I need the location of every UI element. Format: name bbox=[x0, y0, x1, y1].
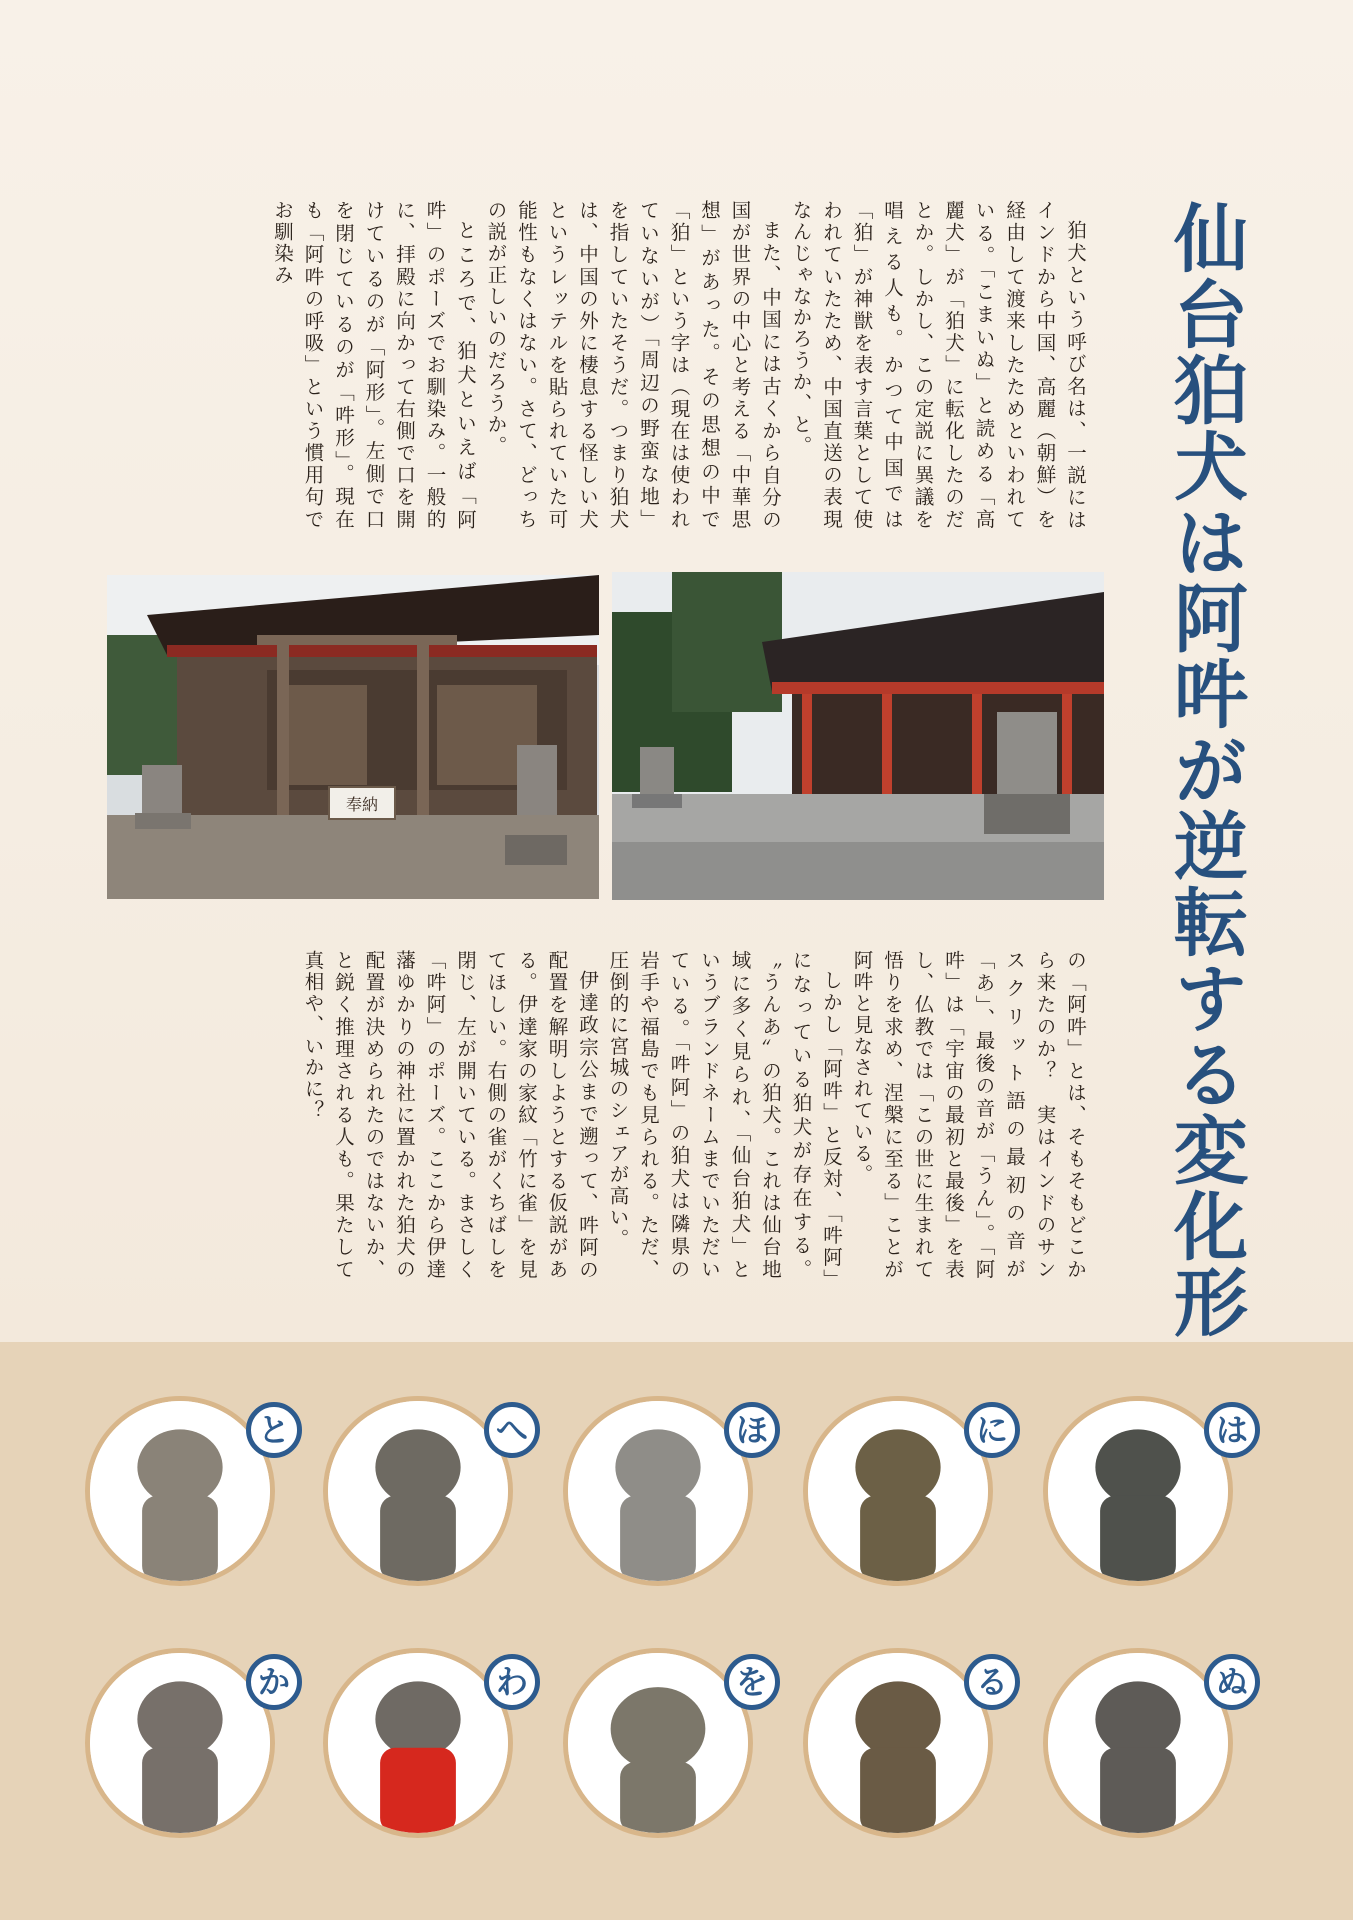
statue-label-ni: に bbox=[964, 1402, 1020, 1458]
article-body-top bbox=[140, 200, 1090, 530]
statue-label-wo: を bbox=[724, 1654, 780, 1710]
statue-label-ru: る bbox=[964, 1654, 1020, 1710]
statue-label-ka: か bbox=[246, 1654, 302, 1710]
statue-label-ha: は bbox=[1204, 1402, 1260, 1458]
paragraph: しかし「阿吽」と反対、「吽阿」になっている狛犬が存在する。〝うんあ〟の狛犬。これは仙台地域に多く見られ、「仙台狛犬」というブランドネームまでいただいている。「吽阿」の狛犬は隣県の岩手や福島でも見られる。ただ、圧倒的に宮城のシェアが高い。 bbox=[606, 950, 843, 1280]
statue-label-ho: ほ bbox=[724, 1402, 780, 1458]
paragraph: 伊達政宗公まで遡って、吽阿の配置を解明しようとする仮説がある。伊達家の家紋「竹に雀」を見てほしい。右側の雀がくちばしを閉じ、左が開いている。まさしく「吽阿」のポーズ。ここから伊達藩ゆかりの神社に置かれた狛犬の配置が決められたのではないか、と鋭く推理される人も。果たして真相や、いかに？ bbox=[301, 950, 599, 1280]
statue-label-wa: わ bbox=[484, 1654, 540, 1710]
statue-label-he: へ bbox=[484, 1402, 540, 1458]
statue-head bbox=[137, 1429, 222, 1505]
shrine-photo-wooden bbox=[107, 575, 599, 899]
offering-box-label: 奉納 bbox=[345, 795, 379, 814]
paragraph: ところで、狛犬といえば「阿吽」のポーズでお馴染み。一般的に、拝殿に向かって右側で口を開けているのが「阿形」。左側で口を閉じているのが「吽形」。現在も「阿吽の呼吸」という慣用句でお馴染み bbox=[271, 200, 477, 530]
article-body-bottom bbox=[140, 950, 1090, 1280]
statue-label-nu: ぬ bbox=[1204, 1654, 1260, 1710]
paragraph: の「阿吽」とは、そもそもどこから来たのか？ 実はインドのサンスクリット語の最初の音が「あ」、最後の音が「うん」。「阿吽」は「宇宙の最初と最後」を表し、仏教では「この世に生まれて悟りを求め、涅槃に至る」ことが阿吽と見なされている。 bbox=[850, 950, 1087, 1280]
paragraph: 狛犬という呼び名は、一説にはインドから中国、高麗（朝鮮）を経由して渡来したためといわれている。「こまいぬ」と読める「高麗犬」が「狛犬」に転化したのだとか。しかし、この定説に異議を唱える人も。かつて中国では「狛」が神獣を表す言葉として使われていたため、中国直送の表現なんじゃなかろうか、と。 bbox=[789, 200, 1087, 530]
article-title: 仙台狛犬は阿吽が逆転する変化形 bbox=[1162, 200, 1248, 1340]
shrine-photo-red bbox=[612, 572, 1104, 900]
paragraph: また、中国には古くから自分の国が世界の中心と考える「中華思想」があった。その思想の中で「狛」という字は（現在は使われていないが）「周辺の野蛮な地」を指していたそうだ。つまり狛犬は、中国の外に棲息する怪しい犬というレッテルを貼られていた可能性もなくはない。さて、どっちの説が正しいのだろうか。 bbox=[484, 200, 782, 530]
statue-label-to: と bbox=[246, 1402, 302, 1458]
